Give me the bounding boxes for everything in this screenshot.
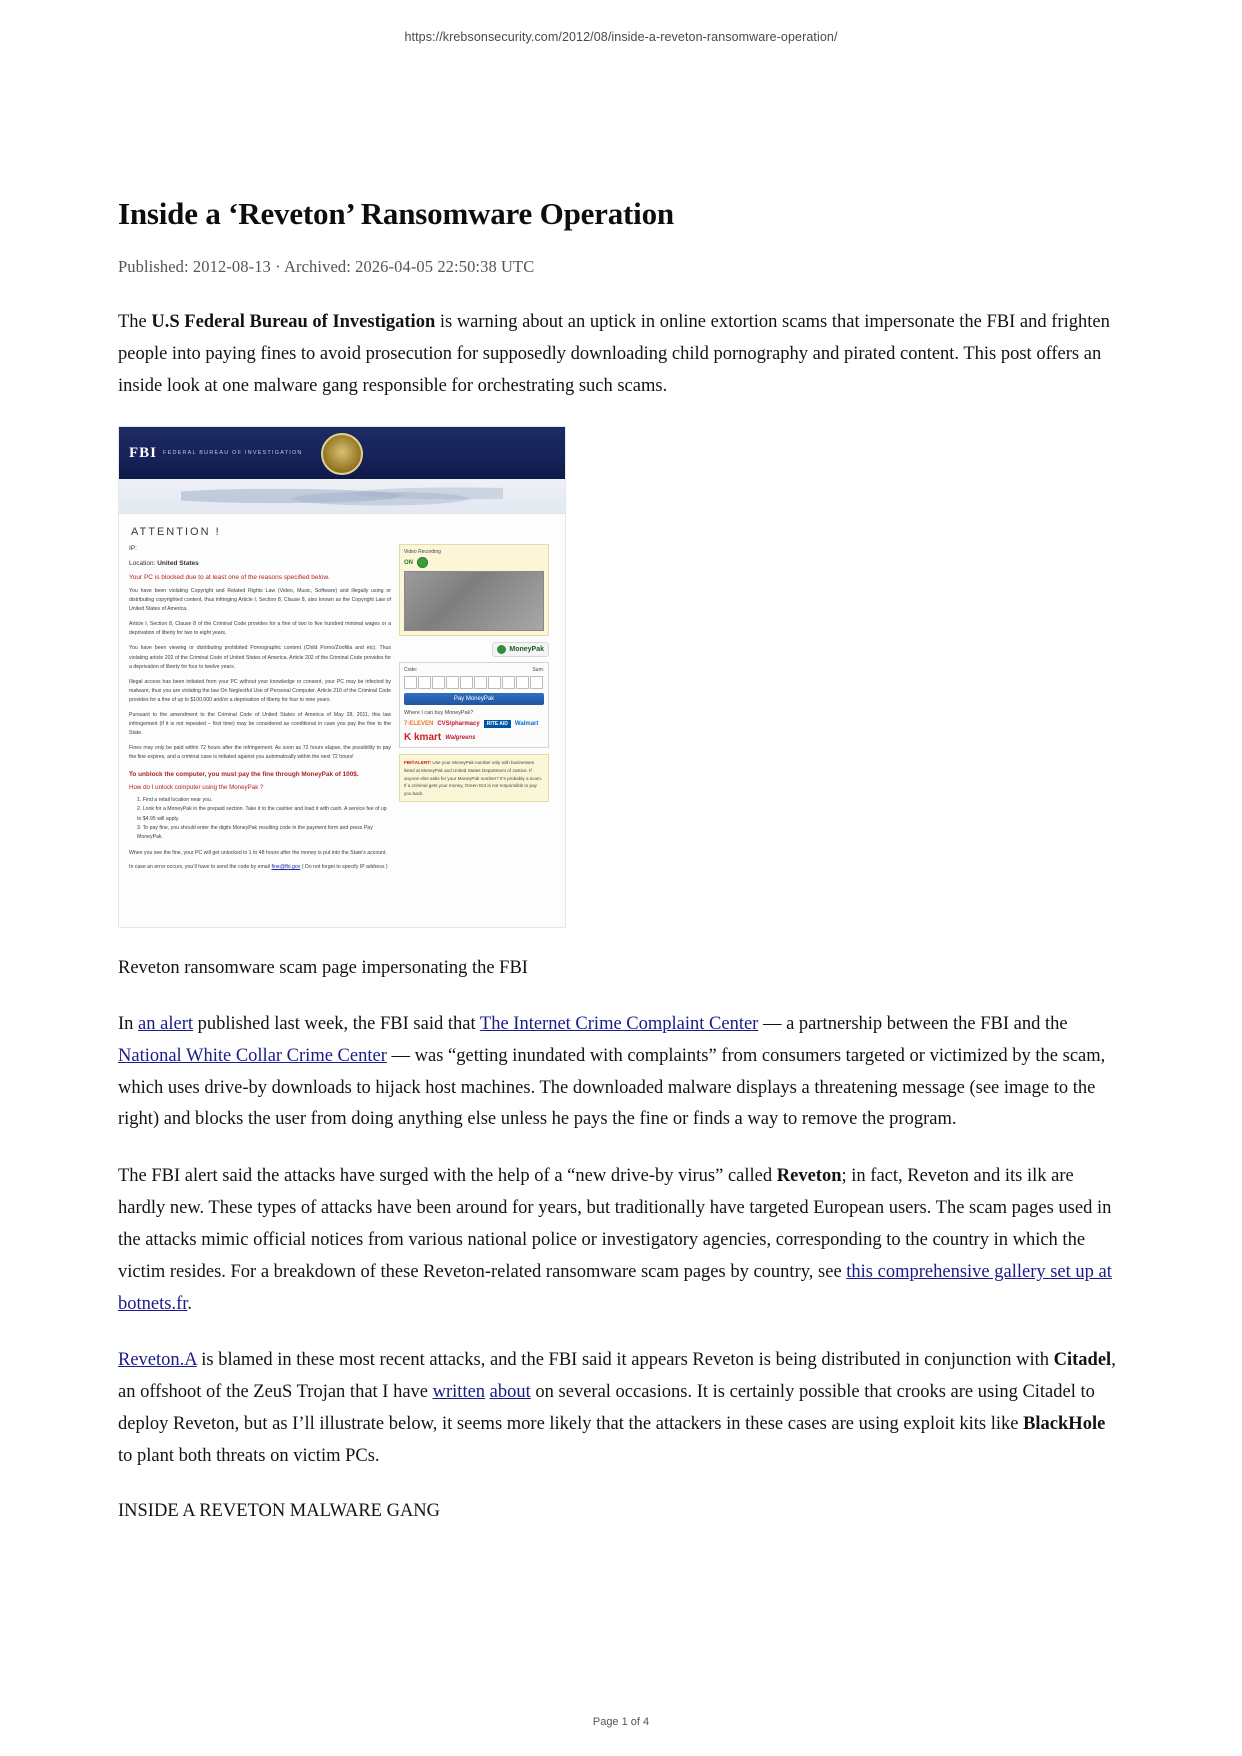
location-label: Location: [129,560,156,568]
paragraph-alert [118,1009,1124,1136]
sum-label: Sum: [532,667,544,674]
code-cell[interactable] [432,676,445,689]
code-cell[interactable] [404,676,417,689]
paragraph-citadel [118,1345,1124,1472]
fine-email-link[interactable]: fine@fbi.gov [271,863,301,870]
page-footer: Page 1 of 4 [592,1716,650,1728]
moneypak-alert-box [399,754,549,802]
p4-text-c: , an offshoot of the ZeuS Trojan that I have [118,1350,1116,1403]
code-cell[interactable] [460,676,473,689]
p4-bold-blackhole: BlackHole [1023,1413,1106,1434]
retailer-7eleven: 7-ELEVEN [404,721,434,728]
location-value: United States [157,560,199,568]
ransomware-screenshot-figure [118,426,566,928]
figure-right-column [399,544,549,876]
fbi-banner [119,427,565,479]
payment-step-3: 3. To pay fine, you should enter the digits MoneyPak resulting code in the payment form and press Pay MoneyPak. [137,825,373,841]
retailer-logos [404,720,544,743]
map-band-graphic [119,479,565,514]
video-recording-label: Video Recording [404,549,441,556]
link-botnets-gallery[interactable]: this comprehensive gallery set up at botnets.fr [118,1261,1112,1314]
p2-text-c: — a partnership between the FBI and the [758,1014,1068,1035]
webcam-preview [404,571,544,631]
code-cell[interactable] [446,676,459,689]
code-cell[interactable] [488,676,501,689]
video-recording-panel [399,544,549,636]
moneypak-icon [497,645,506,654]
unlock-note: When you see the fine, your PC will get unlocked in 1 to 48 hours after the money is put into the State's account. [129,849,387,856]
publication-meta: Published: 2012-08-13 · Archived: 2026-04-05 22:50:38 UTC [118,257,535,276]
video-status [404,557,544,568]
source-url: https://krebsonsecurity.com/2012/08/inside-a-reveton-ransomware-operation/ [404,30,838,44]
p3-text-d: . [187,1293,192,1314]
figure-caption: Reveton ransomware scam page impersonating the FBI [118,958,528,979]
paragraph-reveton [118,1161,1124,1320]
p3-text-c: ; in fact, Reveton and its ilk are hardly new. These types of attacks have been around for years, but traditionally have targeted European users. The scam pages used in the attacks mimic official notices from various national police or investigatory agencies, corresponding to the country in which the victim resides. For a breakdown of these Reveton-related ransomware scam pages by country, see [118,1166,1112,1282]
paragraph-intro [118,307,1124,402]
link-nw3c[interactable]: National White Collar Crime Center [118,1045,387,1066]
howto-question: How do I unlock computer using the MoneyPak ? [129,784,264,792]
link-written[interactable]: written [432,1382,486,1403]
location-row [129,559,391,569]
code-cell[interactable] [418,676,431,689]
moneypak-label: MoneyPak [509,646,544,654]
where-buy-label: Where I can buy MoneyPak? [404,710,474,717]
p4-bold-citadel: Citadel [1053,1350,1112,1371]
code-label: Code: [404,667,418,674]
retailer-cvs: CVS/pharmacy [437,721,480,728]
p2-text-d: — was “getting inundated with complaints” from consumers targeted or victimized by the scam, which uses drive-by downloads to hijack host machines. The downloaded malware displays a threatening message (see image to the right) and blocks the user from doing anything else unless he pays the fine or finds a way to remove the program. [118,1045,1106,1130]
p4-text-a: is blamed in these most recent attacks, and the FBI said it appears Reveton is being distributed in conjunction with [196,1350,1054,1371]
code-cell[interactable] [474,676,487,689]
link-ic3[interactable]: The Internet Crime Complaint Center [479,1014,759,1035]
legal-paragraph-4: Illegal access has been initiated from your PC without your knowledge or consent, your PC may be infected by malware, thus you are violating the law On Neglectful Use of Personal Computer. Article 210 of the Criminal Code provides for a fine of up to $100,000 and/or a deprivation of liberty for four to nine years. [129,678,391,703]
error-note-a: In case an error occurs, you’ll have to send the code by email [129,863,272,870]
retailer-walgreens: Walgreens [445,734,476,741]
p2-text-b: published last week, the FBI said that [193,1014,480,1035]
figure-body [119,544,565,876]
retailer-kmart: K kmart [404,732,442,744]
retailer-riteaid: RITE AID [484,720,511,728]
pay-moneypak-button[interactable]: Pay MoneyPak [404,693,544,705]
code-input-cells[interactable] [404,676,544,689]
record-indicator-icon [417,557,428,568]
ip-label: IP: [129,545,137,553]
intro-bold-fbi: U.S Federal Bureau of Investigation [151,312,436,332]
fbi-subtitle: FEDERAL BUREAU OF INVESTIGATION [163,450,303,457]
code-cell[interactable] [502,676,515,689]
payment-form[interactable] [399,662,549,748]
legal-paragraph-5: Pursuant to the amendment to the Criminal Code of United States of America of May 28, 2011, this law infringement (if it is not repeated – first time) may be considered as conditional in case you pay the fine to the State. [129,711,391,737]
p4-text-f: to plant both threats on victim PCs. [118,1445,380,1466]
code-cell[interactable] [530,676,543,689]
legal-paragraph-2: Article I, Section 8, Clause 8 of the Criminal Code provides for a fine of two to five hundred minimal wages or a deprivation of liberty for two to eight years. [129,621,391,637]
video-status-text: ON [404,559,413,566]
code-sum-row [404,667,544,673]
code-cell[interactable] [516,676,529,689]
link-reveton-a[interactable]: Reveton.A [118,1350,197,1371]
alert-box-text: Use your MoneyPak number only with businesses listed at MoneyPak and United States Department of Justice. If anyone else asks for your MoneyPak number? It’s probably a scam. If a criminal gets your money, Green Dot is not responsible to pay you back. [404,760,543,796]
blocked-notice: Your PC is blocked due to at least one of the reasons specified below. [129,573,330,581]
legal-paragraph-6: Fines may only be paid within 72 hours after the infringement. As soon as 72 hours elapse, the possibility to pay the fine expires, and a criminal case is initiated against you automatically within the next 72 hours! [129,745,391,761]
retailer-walmart: Walmart [514,721,539,728]
figure-left-column [129,544,391,876]
error-note-b: ( Do not forget to specify IP address ) [300,863,388,870]
moneypak-badge [492,642,549,657]
link-about[interactable]: about [489,1382,531,1403]
payment-step-2: 2. Look for a MoneyPak in the prepaid section. Take it to the cashier and load it with cash. A service fee of up to $4.95 will apply. [137,806,387,822]
error-note [129,863,391,872]
section-heading: INSIDE A REVETON MALWARE GANG [118,1500,441,1521]
attention-heading: ATTENTION ! [131,526,221,539]
intro-text-a: The [118,312,152,332]
p3-text-a: The FBI alert said the attacks have surged with the help of a “new drive-by virus” called [118,1166,777,1187]
legal-paragraph-3: You have been viewing or distributing prohibited Pornographic content (Child Porno/Zoofilia and etc). Thus violating article 202 of the Criminal Code of United States of America. Article 202 of the Criminal Code provides for a deprivation of liberty for four to twelve years. [129,645,391,670]
payment-steps [129,796,391,843]
payment-step-1: 1. Find a retail location near you. [137,797,213,804]
alert-box-heading: FBI®ALERT: [404,760,432,766]
fbi-seal-icon [321,433,363,475]
page-title: Inside a ‘Reveton’ Ransomware Operation [118,196,674,231]
p3-bold-reveton: Reveton [776,1166,842,1187]
unlock-instruction: To unblock the computer, you must pay the fine through MoneyPak of 100$. [129,771,359,779]
link-an-alert[interactable]: an alert [138,1014,193,1035]
intro-text-c: is warning about an uptick in online extortion scams that impersonate the FBI and frighten people into paying fines to avoid prosecution for supposedly downloading child pornography and pirated content. This post offers an inside look at one malware gang responsible for orchestrating such scams. [118,312,1110,396]
legal-paragraph-1: You have been violating Copyright and Related Rights Law (Video, Music, Software) and illegally using or distributing copyrighted content, thus infringing Article I, Section 8, Clause 8, also known as the Copyright Law of United States of America. [129,587,391,613]
p4-text-d: on several occasions. It is certainly possible that crooks are using Citadel to deploy Reveton, but as I’ll illustrate below, it seems more likely that the attackers in these cases are using exploit kits like [118,1382,1095,1434]
p2-text-a: In [118,1014,139,1035]
fbi-wordmark: FBI [129,444,158,461]
